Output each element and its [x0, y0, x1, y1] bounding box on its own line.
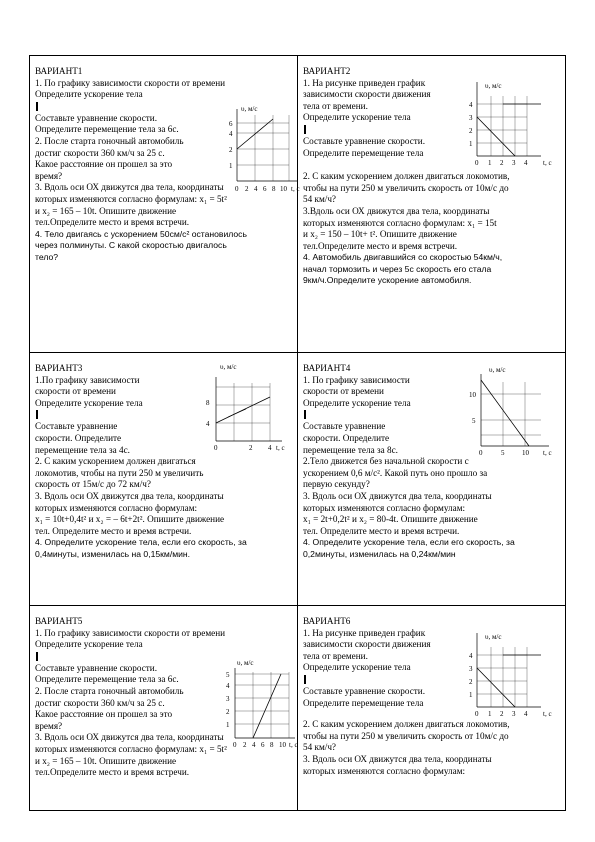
task-line: 54 км/ч? — [303, 194, 337, 205]
task-line: скорости от времени — [35, 386, 116, 397]
task-line: Определите ускорение тела — [303, 397, 411, 408]
tick-label: 4 — [254, 185, 258, 193]
task-line: и x₂ = 165 – 10t. Опишите движение — [35, 755, 177, 766]
task-line: которых изменяются согласно формулам: — [303, 765, 466, 776]
task-line: Составьте уравнение скорости. — [303, 135, 425, 146]
task-line: тел. Определите место и время встречи. — [35, 525, 192, 536]
task-line: 2. После старта гоночный автомобиль — [35, 135, 184, 146]
task-line: тел.Определите место и время встречи. — [35, 217, 190, 228]
tick-label: 10 — [469, 391, 476, 399]
text-cursor — [304, 675, 306, 684]
task-line: Определите перемещение тела — [303, 697, 424, 708]
task-line: 1. По графику зависимости скорости от времени — [35, 77, 226, 88]
task-line: Определите ускорение тела — [303, 662, 411, 673]
task-line: которых изменяются согласно формулам: x₁ = 5t² — [35, 193, 227, 204]
tick-label: 10 — [522, 449, 529, 457]
variant-title: ВАРИАНТ5 — [35, 616, 83, 626]
axis-label: t, c — [289, 741, 298, 749]
task-line: 54 км/ч? — [303, 742, 337, 753]
task-line: 2. С каким ускорением должен двигаться локомотив, — [303, 719, 510, 730]
tick-label: 0 — [235, 185, 239, 193]
variant-title: ВАРИАНТ4 — [303, 363, 351, 373]
task-line: 0,2минуты, изменилась на 0,24км/мин — [303, 548, 456, 559]
task-line: Определите ускорение тела — [303, 112, 411, 123]
task-line: 3.Вдоль оси ОХ движутся два тела, координаты — [303, 205, 490, 216]
task-line: 2. С каким ускорением должен двигаться локомотив, — [303, 171, 510, 182]
tick-label: 3 — [512, 710, 516, 718]
task-line: первую секунду? — [303, 479, 370, 490]
task-line: достиг скорости 360 км/ч за 25 с. — [35, 697, 165, 708]
tick-label: 0 — [214, 444, 218, 452]
tick-label: 1 — [469, 140, 473, 148]
tick-label: 8 — [206, 399, 210, 407]
tick-label: 3 — [226, 695, 230, 703]
tick-label: 1 — [488, 159, 492, 167]
task-line: зависимости скорости движения — [303, 639, 431, 650]
variant-title: ВАРИАНТ2 — [303, 66, 351, 76]
task-line: 3. Вдоль оси ОХ движутся два тела, координаты — [35, 732, 224, 743]
task-line: Какое расстояние он прошел за это — [35, 159, 173, 170]
task-line: скорости. Определите — [35, 432, 122, 443]
task-line: 2. С каким ускорением должен двигаться — [35, 456, 196, 467]
tick-label: 2 — [229, 146, 233, 154]
tick-label: 2 — [500, 159, 504, 167]
task-line: 4. Определите ускорение тела, если его скорость, за — [303, 537, 515, 548]
tick-label: 2 — [469, 127, 473, 135]
task-line: тело? — [35, 251, 59, 262]
tick-label: 0 — [233, 741, 237, 749]
tick-label: 0 — [475, 710, 479, 718]
task-line: Составьте уравнение скорости. — [303, 685, 425, 696]
text-cursor — [36, 410, 38, 419]
worksheet-grid — [29, 55, 566, 811]
axis-label: t, c — [276, 444, 285, 452]
tick-label: 6 — [229, 120, 233, 128]
axis-label: υ, м/с — [489, 366, 506, 374]
tick-label: 10 — [280, 185, 287, 193]
task-line: зависимости скорости движения — [303, 89, 431, 100]
task-line: 3. Вдоль оси ОХ движутся два тела, координаты — [35, 182, 224, 193]
task-line: 3. Вдоль оси ОХ движутся два тела, координаты — [303, 490, 492, 501]
task-line: скорость от 15м/с до 72 км/ч? — [35, 479, 151, 490]
tick-label: 4 — [252, 741, 256, 749]
task-line: тела от времени. — [303, 650, 368, 661]
tick-label: 4 — [524, 710, 528, 718]
task-line: тел.Определите место и время встречи. — [303, 240, 458, 251]
task-line: тела от времени. — [303, 100, 368, 111]
tick-label: 6 — [261, 741, 265, 749]
velocity-graph-1 — [227, 101, 302, 196]
task-line: Определите перемещение тела — [303, 147, 424, 158]
task-line: скорости. Определите — [303, 432, 390, 443]
tick-label: 1 — [226, 721, 230, 729]
task-line: начал тормозить и через 5с скорость его стала — [303, 263, 492, 274]
variant-title: ВАРИАНТ3 — [35, 363, 83, 373]
task-line: 1. По графику зависимости скорости от времени — [35, 627, 226, 638]
task-line: которых изменяются согласно формулам: x₁ = 15t — [303, 217, 497, 228]
task-line: Какое расстояние он прошел за это — [35, 709, 173, 720]
tick-label: 2 — [500, 710, 504, 718]
task-line: x₁ = 2t+0,2t² и x₂ = 80-4t. Опишите движение — [303, 514, 478, 525]
task-line: Составьте уравнение скорости. — [35, 662, 157, 673]
task-line: которых изменяются согласно формулам: x₁ = 5t² — [35, 743, 227, 754]
tick-label: 4 — [469, 652, 473, 660]
task-line: Составьте уравнение скорости. — [35, 112, 157, 123]
tick-label: 8 — [270, 741, 274, 749]
tick-label: 1 — [469, 691, 473, 699]
task-line: Составьте уравнение — [35, 421, 118, 432]
axis-label: t, c — [291, 185, 300, 193]
tick-label: 4 — [469, 101, 473, 109]
task-line: тел. Определите место и время встречи. — [303, 525, 460, 536]
text-cursor — [36, 652, 38, 661]
task-line: перемещение тела за 4с. — [35, 444, 130, 455]
task-line: скорости от времени — [303, 386, 384, 397]
tick-label: 5 — [472, 417, 476, 425]
text-cursor — [36, 102, 38, 111]
tick-label: 4 — [268, 444, 272, 452]
tick-label: 2 — [243, 741, 247, 749]
task-line: ускорением 0,6 м/с². Какой путь оно прошло за — [303, 467, 488, 478]
task-line: Определите ускорение тела — [35, 639, 143, 650]
tick-label: 4 — [226, 682, 230, 690]
task-line: 9км/ч.Определите ускорение автомобиля. — [303, 275, 472, 286]
task-line: тел.Определите место и время встречи. — [35, 767, 190, 778]
tick-label: 2 — [226, 708, 230, 716]
task-line: 2. После старта гоночный автомобиль — [35, 685, 184, 696]
axis-label: υ, м/с — [485, 82, 502, 90]
task-line: 1.По графику зависимости — [35, 374, 140, 385]
task-line: 1. На рисунке приведен график — [303, 77, 426, 88]
tick-label: 2 — [245, 185, 249, 193]
task-line: чтобы на пути 250 м увеличить скорость от 10м/с до — [303, 730, 509, 741]
task-line: 4. Автомобиль двигавшийся со скоростью 54км/ч, — [303, 252, 503, 263]
velocity-graph-3 — [202, 359, 294, 454]
task-line: 3. Вдоль оси ОХ движутся два тела, координаты — [303, 753, 492, 764]
task-line: 4. Определите ускорение тела, если его скорость, за — [35, 537, 247, 548]
tick-label: 4 — [206, 420, 210, 428]
task-line: 3. Вдоль оси ОХ движутся два тела, координаты — [35, 490, 224, 501]
task-line: Определите перемещение тела за 6с. — [35, 674, 179, 685]
axis-label: υ, м/с — [241, 105, 258, 113]
axis-label: υ, м/с — [485, 633, 502, 641]
task-line: и x₂ = 165 – 10t. Опишите движение — [35, 205, 177, 216]
text-cursor — [304, 125, 306, 134]
task-line: 1. На рисунке приведен график — [303, 627, 426, 638]
tick-label: 2 — [469, 678, 473, 686]
task-line: которых изменяются согласно формулам: — [35, 502, 198, 513]
velocity-graph-5 — [223, 656, 303, 751]
task-line: чтобы на пути 250 м увеличить скорость от 10м/с до — [303, 182, 509, 193]
axis-label: t, c — [543, 449, 552, 457]
task-line: Составьте уравнение — [303, 421, 386, 432]
task-line: 1. По графику зависимости — [303, 374, 410, 385]
task-line: локомотив, чтобы на пути 250 м увеличить — [35, 467, 204, 478]
tick-label: 1 — [488, 710, 492, 718]
tick-label: 10 — [279, 741, 286, 749]
velocity-graph-2 — [463, 68, 563, 168]
tick-label: 3 — [469, 114, 473, 122]
tick-label: 6 — [263, 185, 267, 193]
task-line: 4. Тело двигаясь с ускорением 50см/с² остановилось — [35, 228, 247, 239]
tick-label: 0 — [475, 159, 479, 167]
tick-label: 5 — [226, 671, 230, 679]
task-line: 0,4минуты, изменилась на 0,15км/мин. — [35, 548, 191, 559]
tick-label: 4 — [524, 159, 528, 167]
task-line: время? — [35, 170, 63, 181]
task-line: Определите ускорение тела — [35, 89, 143, 100]
task-line: достиг скорости 360 км/ч за 25 с. — [35, 147, 165, 158]
task-line: время? — [35, 720, 63, 731]
tick-label: 4 — [229, 130, 233, 138]
task-line: 2.Тело движется без начальной скорости с — [303, 456, 469, 467]
velocity-graph-4 — [467, 360, 567, 458]
tick-label: 3 — [512, 159, 516, 167]
task-line: Определите перемещение тела за 6с. — [35, 124, 179, 135]
tick-label: 2 — [249, 444, 253, 452]
axis-label: υ, м/с — [220, 363, 237, 371]
tick-label: 1 — [229, 162, 233, 170]
variant-title: ВАРИАНТ6 — [303, 616, 351, 626]
tick-label: 8 — [272, 185, 276, 193]
axis-label: t, c — [543, 710, 552, 718]
task-line: и x₂ = 150 – 10t+ t². Опишите движение — [303, 229, 457, 240]
velocity-graph-6 — [463, 619, 563, 719]
axis-label: υ, м/с — [237, 659, 254, 667]
task-line: перемещение тела за 8с. — [303, 444, 398, 455]
task-line: Определите ускорение тела — [35, 397, 143, 408]
text-cursor — [304, 410, 306, 419]
tick-label: 5 — [501, 449, 505, 457]
task-line: x₁ = 10t+0,4t² и x₂ = – 6t+2t². Опишите движение — [35, 514, 225, 525]
task-line: которых изменяются согласно формулам: — [303, 502, 466, 513]
variant-title: ВАРИАНТ1 — [35, 66, 83, 76]
tick-label: 3 — [469, 665, 473, 673]
task-line: через полминуты. С какой скоростью двигалось — [35, 240, 227, 251]
tick-label: 0 — [479, 449, 483, 457]
axis-label: t, c — [543, 159, 552, 167]
